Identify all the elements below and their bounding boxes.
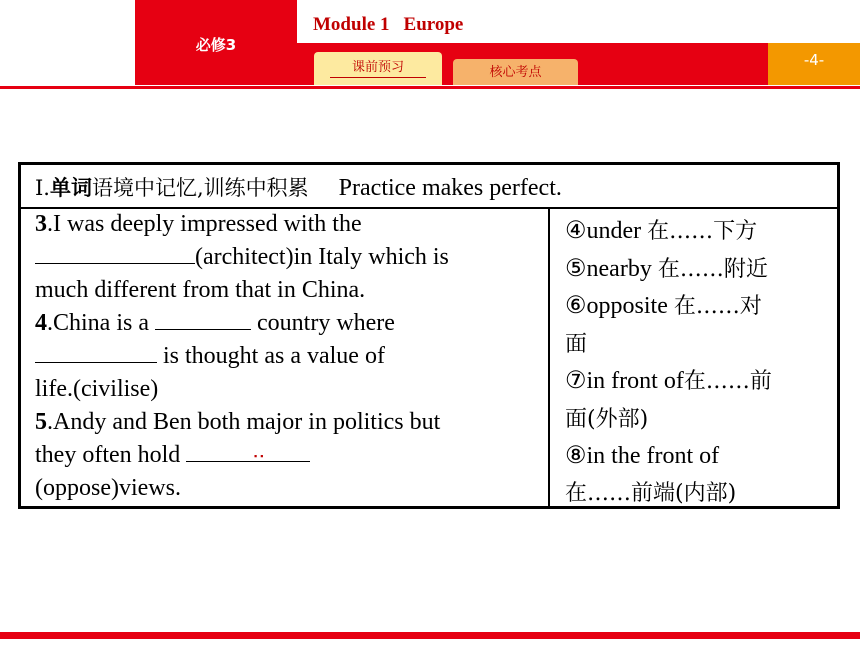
vocab-table [18, 162, 840, 509]
module-title [313, 14, 463, 36]
answer-blank[interactable] [186, 441, 310, 462]
phrase-7-cont [565, 401, 837, 439]
heading-en: Practice makes perfect. [338, 175, 562, 201]
phrase-8-meaning: 在……前端(内部) [565, 480, 737, 506]
q5-line-1 [35, 406, 535, 439]
page-number: -4- [803, 51, 825, 69]
book-label-panel [135, 0, 297, 85]
phrase-5 [565, 251, 837, 289]
tab-preview[interactable] [314, 52, 442, 85]
answer-blank[interactable] [155, 309, 251, 330]
q5-number: 5 [35, 409, 47, 435]
phrase-8-cont [565, 475, 837, 513]
q5-text-b: they often hold [35, 442, 181, 468]
prepositions-cell [565, 213, 837, 512]
phrase-7 [565, 363, 837, 401]
phrase-5-meaning: 在……附近 [657, 256, 768, 282]
q3-text-b: (architect)in Italy which is [195, 244, 449, 270]
q5-line-2 [35, 439, 535, 472]
header-rule [0, 86, 860, 89]
book-label: 必修3 [195, 36, 237, 54]
phrase-4 [565, 213, 837, 251]
q3-text-c: much different from that in China. [35, 277, 366, 303]
phrase-8-word: ⑧in the front of [565, 443, 720, 469]
q4-text-a: .China is a [47, 310, 149, 336]
q4-number: 4 [35, 310, 47, 336]
q5-text-c: (oppose)views. [35, 475, 181, 501]
phrase-5-word: ⑤nearby [565, 255, 652, 282]
q4-line-1 [35, 307, 535, 340]
q3-line-2 [35, 241, 535, 274]
phrase-4-meaning: 在……下方 [647, 219, 758, 244]
module-number: Module 1 [313, 14, 390, 35]
phrase-6-meaning-b: 面 [565, 331, 588, 357]
q4-line-3 [35, 373, 535, 406]
page-number-box [768, 43, 860, 85]
phrase-7-word: ⑦in front of [565, 368, 684, 394]
heading-roman: Ⅰ. [35, 176, 50, 200]
phrase-6-word: ⑥opposite [565, 293, 668, 319]
answer-blank[interactable] [35, 243, 195, 264]
phrase-6-cont [565, 326, 837, 364]
footer-rule [0, 632, 860, 639]
tab-preview-label: 课前预习 [351, 60, 404, 75]
phrase-4-word: ④under [565, 218, 642, 244]
q3-line-1 [35, 208, 535, 241]
phrase-8 [565, 438, 837, 475]
phrase-6-meaning-a: 在……对 [673, 294, 762, 319]
column-divider [548, 207, 550, 506]
phrase-6 [565, 288, 837, 326]
heading-cn: 语境中记忆,训练中积累 [91, 176, 309, 200]
heading-bold: 单词 [49, 176, 92, 200]
answer-hint-marker: ▪▪ [254, 451, 267, 461]
table-heading-row [21, 165, 837, 209]
q5-line-3 [35, 472, 535, 505]
q5-text-a: .Andy and Ben both major in politics but [47, 409, 441, 435]
tab-core-label: 核心考点 [489, 65, 542, 80]
answer-blank[interactable] [35, 342, 157, 363]
q4-text-d: life.(civilise) [35, 376, 159, 402]
tab-core[interactable] [453, 59, 578, 85]
q3-line-3 [35, 274, 535, 307]
q3-text-a: .I was deeply impressed with the [47, 211, 362, 237]
tab-active-underline [330, 77, 426, 78]
q4-line-2 [35, 340, 535, 373]
q3-number: 3 [35, 211, 47, 237]
q4-text-c: is thought as a value of [163, 343, 385, 369]
questions-cell [35, 208, 535, 505]
phrase-7-meaning-b: 面(外部) [565, 406, 649, 432]
q4-text-b: country where [257, 310, 395, 336]
module-unit: Europe [403, 14, 464, 35]
table-heading [35, 172, 562, 202]
phrase-7-meaning-a: 在……前 [683, 369, 772, 394]
